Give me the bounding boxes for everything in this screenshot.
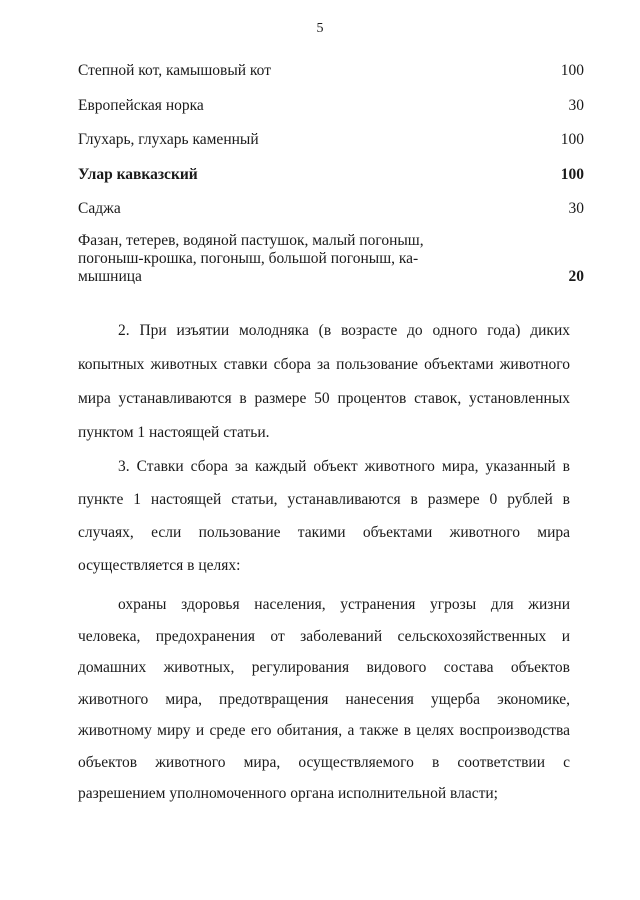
rates-list — [78, 60, 584, 286]
rate-value: 100 — [560, 131, 584, 148]
rate-name: Саджа — [78, 200, 121, 217]
rate-name: Степной кот, камышовый кот — [78, 62, 271, 79]
rate-value: 100 — [560, 166, 584, 183]
paragraph-4 — [78, 589, 570, 810]
rate-row — [78, 232, 584, 286]
paragraph-4-text: охраны здоровья населения, устранения угрозы для жизни человека, предохранения от заболеваний сельскохозяйственных и домашних животных, регулирования видового состава объектов животного мира, предотвращения нанесения ущерба экономике, животному миру и среде его обитания, а также в целях воспроизводства объектов животного мира, осуществляемого в соответствии с разрешением уполномоченного органа исполнительной власти; — [78, 596, 570, 802]
rate-value: 30 — [568, 97, 584, 114]
rate-name-line: мышница — [78, 268, 142, 285]
rate-row — [78, 164, 584, 184]
rate-name-line: Фазан, тетерев, водяной пастушок, малый погоныш, — [78, 232, 424, 249]
paragraph-3-text: 3. Ставки сбора за каждый объект животного мира, указанный в пункте 1 настоящей статьи, устанавливаются в размере 0 рублей в случаях, если пользование такими объектами животного мира осуществляется в целях: — [78, 458, 570, 574]
paragraph-3 — [78, 450, 570, 582]
rate-value: 100 — [560, 62, 584, 79]
rate-name — [78, 232, 424, 286]
rate-name: Глухарь, глухарь каменный — [78, 131, 259, 148]
rate-row — [78, 198, 584, 218]
paragraph-2-text: 2. При изъятии молодняка (в возрасте до одного года) диких копытных животных ставки сбора за пользование объектами животного мира устанавливаются в размере 50 процентов ставок, установленных пунктом 1 настоящей статьи. — [78, 322, 570, 441]
rate-row — [78, 95, 584, 115]
rate-row — [78, 60, 584, 80]
rate-row — [78, 129, 584, 149]
rate-value: 30 — [568, 200, 584, 217]
rate-value: 20 — [568, 268, 584, 285]
rate-name-line: погоныш-крошка, погоныш, большой погоныш, ка- — [78, 250, 419, 267]
page-number: 5 — [316, 21, 324, 36]
rate-name: Улар кавказский — [78, 166, 198, 183]
paragraph-2 — [78, 314, 570, 450]
rate-name: Европейская норка — [78, 97, 204, 114]
